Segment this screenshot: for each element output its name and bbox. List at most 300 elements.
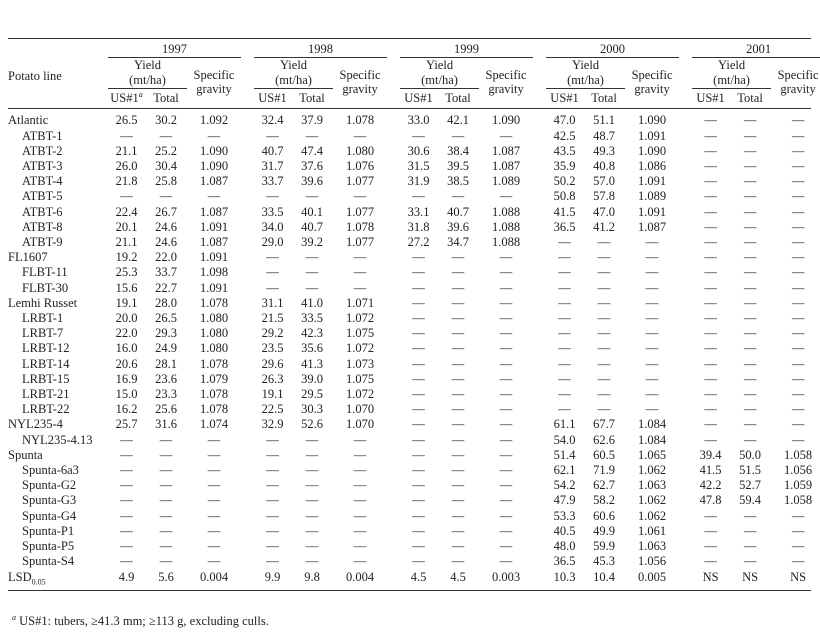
data-cell: —: [499, 523, 513, 538]
data-cell: 39.5: [447, 159, 469, 174]
data-cell: 19.1: [261, 387, 284, 402]
specific-gravity-header: [187, 58, 241, 107]
data-cell: 1.078: [345, 219, 375, 234]
data-cell: 1.091: [199, 250, 229, 265]
data-cell: 1.090: [637, 113, 667, 128]
data-cell: —: [743, 371, 757, 386]
data-cell: —: [558, 356, 571, 371]
table-row: [8, 387, 820, 402]
data-cell: —: [704, 204, 717, 219]
table-row: [8, 402, 820, 417]
data-cell: —: [412, 250, 425, 265]
data-cell: —: [597, 311, 611, 326]
data-cell: —: [704, 432, 717, 447]
data-cell: 47.8: [699, 493, 722, 508]
data-cell: 1.059: [784, 478, 813, 493]
data-cell: —: [305, 128, 319, 143]
data-cell: 60.6: [593, 508, 615, 523]
data-cell: —: [597, 295, 611, 310]
table-row: [8, 129, 820, 144]
data-cell: 1.061: [637, 523, 667, 538]
data-cell: —: [704, 311, 717, 326]
data-cell: 20.0: [115, 311, 138, 326]
table-row: [8, 144, 820, 159]
potato-line-name: ATBT-6: [22, 204, 63, 219]
data-cell: —: [743, 326, 757, 341]
data-cell: 59.9: [593, 539, 615, 554]
data-cell: 1.078: [199, 402, 229, 417]
data-cell: —: [499, 280, 513, 295]
data-cell: —: [207, 189, 221, 204]
data-cell: 36.5: [553, 554, 576, 569]
data-cell: 62.1: [553, 463, 576, 478]
us1-header-text: US#1: [696, 91, 725, 106]
lsd-label-sub: 0.05: [31, 577, 46, 586]
data-cell: 21.1: [115, 143, 138, 158]
potato-line-name: ATBT-9: [22, 235, 63, 250]
data-cell: 57.8: [593, 189, 615, 204]
data-cell: 31.5: [407, 159, 430, 174]
data-cell: —: [266, 265, 279, 280]
data-cell: —: [791, 219, 805, 234]
lsd-cell: 0.004: [345, 569, 375, 584]
data-cell: 41.5: [699, 463, 722, 478]
data-cell: 25.2: [155, 143, 177, 158]
data-cell: 1.075: [345, 326, 375, 341]
data-cell: —: [597, 356, 611, 371]
data-cell: —: [743, 174, 757, 189]
lsd-cell: 9.8: [304, 569, 320, 584]
data-cell: —: [743, 128, 757, 143]
data-cell: 33.5: [301, 311, 323, 326]
data-cell: —: [305, 554, 319, 569]
lsd-cell: 10.3: [553, 569, 576, 584]
table-row: [8, 326, 820, 341]
data-cell: —: [159, 493, 173, 508]
table-row: [8, 493, 820, 508]
data-cell: 1.087: [199, 174, 229, 189]
data-cell: —: [451, 508, 465, 523]
data-cell: —: [412, 402, 425, 417]
data-cell: —: [305, 463, 319, 478]
data-cell: —: [451, 493, 465, 508]
data-cell: —: [499, 447, 513, 462]
data-cell: —: [558, 311, 571, 326]
potato-line-name: ATBT-2: [22, 143, 63, 158]
data-cell: —: [120, 128, 133, 143]
us1-header-text: US#1: [258, 91, 287, 106]
data-cell: —: [499, 341, 513, 356]
lsd-label-text: LSD: [8, 569, 32, 584]
data-cell: 50.8: [553, 189, 576, 204]
data-cell: —: [266, 493, 279, 508]
data-cell: —: [499, 402, 513, 417]
table-row: [8, 189, 820, 204]
data-cell: —: [791, 387, 805, 402]
data-cell: 51.5: [739, 463, 761, 478]
us1-header-text: US#1: [404, 91, 433, 106]
data-cell: 16.9: [115, 371, 138, 386]
data-cell: 1.080: [199, 341, 229, 356]
data-cell: 33.1: [407, 204, 430, 219]
data-cell: 35.9: [553, 159, 576, 174]
data-cell: —: [645, 311, 659, 326]
data-cell: 24.9: [155, 341, 177, 356]
data-cell: —: [704, 523, 717, 538]
data-cell: —: [704, 371, 717, 386]
data-cell: —: [207, 554, 221, 569]
data-cell: 62.6: [593, 432, 615, 447]
yield-header-line2: (mt/ha): [713, 73, 750, 88]
data-cell: —: [266, 508, 279, 523]
data-cell: —: [305, 508, 319, 523]
data-cell: 20.6: [115, 356, 138, 371]
data-cell: —: [266, 554, 279, 569]
data-cell: 1.063: [637, 539, 667, 554]
data-cell: —: [159, 432, 173, 447]
data-cell: 42.5: [553, 128, 576, 143]
data-cell: 1.072: [345, 387, 375, 402]
data-cell: 1.072: [345, 341, 375, 356]
data-cell: 31.7: [261, 159, 284, 174]
data-cell: —: [704, 159, 717, 174]
data-cell: —: [451, 128, 465, 143]
data-cell: 23.3: [155, 387, 177, 402]
data-cell: —: [704, 128, 717, 143]
table-row: [8, 357, 820, 372]
data-cell: —: [207, 447, 221, 462]
data-cell: —: [499, 463, 513, 478]
lsd-cell: 4.5: [450, 569, 466, 584]
data-cell: —: [451, 341, 465, 356]
potato-line-name: LRBT-1: [22, 311, 64, 326]
sg-header-line1: Specific: [193, 68, 235, 83]
data-cell: —: [353, 432, 367, 447]
potato-line-name: ATBT-1: [22, 128, 63, 143]
data-cell: —: [120, 463, 133, 478]
data-cell: —: [207, 128, 221, 143]
data-cell: 23.6: [155, 371, 177, 386]
data-cell: 49.9: [593, 523, 615, 538]
data-cell: —: [412, 432, 425, 447]
lsd-cell: NS: [742, 569, 759, 584]
data-cell: —: [597, 371, 611, 386]
data-cell: —: [743, 402, 757, 417]
data-cell: 33.5: [261, 204, 284, 219]
data-cell: 40.7: [301, 219, 323, 234]
data-cell: 38.5: [447, 174, 469, 189]
table-row: [8, 205, 820, 220]
potato-line-name: LRBT-21: [22, 387, 70, 402]
data-cell: 53.3: [553, 508, 576, 523]
data-cell: 39.2: [301, 235, 323, 250]
data-cell: —: [645, 371, 659, 386]
table-row: [8, 265, 820, 280]
data-cell: 61.1: [553, 417, 576, 432]
data-cell: —: [645, 341, 659, 356]
data-cell: —: [353, 265, 367, 280]
data-cell: 41.5: [553, 204, 576, 219]
data-cell: —: [597, 387, 611, 402]
total-header: Total: [153, 91, 179, 106]
data-cell: —: [207, 463, 221, 478]
data-cell: 51.1: [593, 113, 615, 128]
data-cell: 1.091: [637, 128, 667, 143]
data-cell: —: [412, 189, 425, 204]
data-cell: —: [597, 402, 611, 417]
sg-header-line1: Specific: [339, 68, 381, 83]
data-cell: —: [791, 371, 805, 386]
data-cell: 1.073: [345, 356, 375, 371]
specific-gravity-header: [333, 58, 387, 107]
data-cell: 1.086: [637, 159, 667, 174]
data-cell: —: [597, 326, 611, 341]
us1-header: [400, 89, 437, 107]
data-cell: —: [704, 387, 717, 402]
header-rule: [8, 108, 811, 109]
data-cell: 1.091: [199, 219, 229, 234]
data-cell: —: [499, 265, 513, 280]
data-cell: 1.087: [637, 219, 667, 234]
data-cell: 1.090: [199, 159, 229, 174]
data-cell: 1.092: [199, 113, 229, 128]
data-cell: —: [597, 265, 611, 280]
data-cell: 47.0: [593, 204, 615, 219]
data-cell: —: [412, 341, 425, 356]
table-row: [8, 250, 820, 265]
year-header: 1998: [254, 40, 387, 58]
data-cell: —: [704, 250, 717, 265]
data-cell: —: [451, 463, 465, 478]
table-row: [8, 106, 820, 128]
data-cell: —: [353, 280, 367, 295]
data-cell: —: [704, 143, 717, 158]
data-cell: —: [743, 250, 757, 265]
total-header: Total: [591, 91, 617, 106]
data-cell: —: [266, 280, 279, 295]
potato-line-name: Spunta: [8, 447, 43, 462]
data-cell: —: [353, 447, 367, 462]
data-cell: —: [791, 265, 805, 280]
data-cell: —: [645, 402, 659, 417]
data-cell: —: [743, 189, 757, 204]
data-cell: —: [704, 265, 717, 280]
data-cell: 37.9: [301, 113, 323, 128]
data-cell: —: [791, 341, 805, 356]
data-cell: 1.078: [199, 387, 229, 402]
data-cell: 22.5: [261, 402, 284, 417]
data-cell: —: [597, 250, 611, 265]
table-row: [8, 417, 820, 432]
sg-header-line2: gravity: [634, 82, 670, 97]
yield-header: [692, 58, 771, 89]
data-cell: —: [704, 189, 717, 204]
data-cell: —: [353, 493, 367, 508]
data-cell: —: [499, 417, 513, 432]
data-cell: —: [266, 128, 279, 143]
potato-line-name: NYL235-4.13: [22, 432, 93, 447]
data-cell: —: [499, 128, 513, 143]
data-cell: —: [451, 250, 465, 265]
data-cell: —: [499, 539, 513, 554]
table-row: [8, 539, 820, 554]
data-cell: —: [645, 250, 659, 265]
data-cell: —: [353, 554, 367, 569]
data-cell: 32.9: [261, 417, 284, 432]
data-cell: —: [159, 189, 173, 204]
data-cell: 1.076: [345, 159, 375, 174]
data-cell: 39.6: [447, 219, 469, 234]
data-cell: —: [743, 159, 757, 174]
data-cell: 1.062: [637, 463, 667, 478]
data-cell: —: [305, 447, 319, 462]
data-cell: —: [791, 174, 805, 189]
potato-line-name: FLBT-11: [22, 265, 68, 280]
us1-footnote-marker: a: [138, 90, 143, 100]
table-row: [8, 174, 820, 189]
data-cell: 1.080: [199, 311, 229, 326]
data-cell: —: [704, 113, 717, 128]
data-cell: 1.056: [784, 463, 813, 478]
data-cell: —: [159, 508, 173, 523]
data-cell: 39.4: [699, 447, 722, 462]
table-row: [8, 448, 820, 463]
data-cell: —: [499, 295, 513, 310]
data-cell: —: [412, 326, 425, 341]
data-cell: 1.077: [345, 235, 375, 250]
table-row: [8, 311, 820, 326]
data-cell: —: [558, 326, 571, 341]
data-cell: 1.078: [199, 356, 229, 371]
potato-line-name: Spunta-P5: [22, 539, 75, 554]
data-cell: 1.087: [199, 204, 229, 219]
data-cell: 1.075: [345, 371, 375, 386]
data-cell: 1.058: [784, 493, 813, 508]
lsd-row: [8, 570, 820, 589]
data-cell: —: [120, 508, 133, 523]
potato-line-name: Lemhi Russet: [8, 295, 78, 310]
data-cell: 33.0: [407, 113, 430, 128]
data-cell: —: [791, 523, 805, 538]
data-cell: —: [451, 417, 465, 432]
data-cell: —: [120, 189, 133, 204]
data-cell: 34.7: [447, 235, 469, 250]
footnote-text: US#1: tubers, ≥41.3 mm; ≥113 g, excluding culls.: [16, 614, 269, 628]
data-cell: 47.4: [301, 143, 323, 158]
data-cell: —: [120, 432, 133, 447]
potato-line-name: FL1607: [8, 250, 48, 265]
data-cell: 32.4: [261, 113, 284, 128]
data-cell: —: [791, 402, 805, 417]
data-cell: —: [353, 250, 367, 265]
data-cell: 22.4: [115, 204, 138, 219]
yield-header-line1: Yield: [279, 58, 308, 72]
data-cell: 1.089: [491, 174, 521, 189]
data-cell: 36.5: [553, 219, 576, 234]
data-cell: 1.087: [199, 235, 229, 250]
data-cell: 1.091: [637, 174, 667, 189]
data-cell: —: [558, 402, 571, 417]
data-cell: 1.056: [637, 554, 667, 569]
data-cell: —: [207, 478, 221, 493]
data-cell: —: [120, 539, 133, 554]
data-cell: —: [207, 523, 221, 538]
potato-line-name: Spunta-P1: [22, 523, 75, 538]
data-cell: 42.3: [301, 326, 323, 341]
potato-line-name: ATBT-3: [22, 159, 63, 174]
potato-line-name: LRBT-22: [22, 402, 70, 417]
data-cell: 33.7: [155, 265, 177, 280]
data-cell: —: [412, 417, 425, 432]
data-cell: —: [451, 402, 465, 417]
data-cell: —: [207, 508, 221, 523]
data-cell: —: [645, 295, 659, 310]
data-cell: —: [159, 539, 173, 554]
data-cell: —: [743, 143, 757, 158]
data-cell: 42.1: [447, 113, 469, 128]
data-cell: —: [412, 463, 425, 478]
data-cell: —: [499, 250, 513, 265]
data-cell: —: [451, 539, 465, 554]
lsd-cell: 0.003: [491, 569, 521, 584]
data-cell: 22.7: [155, 280, 177, 295]
data-cell: —: [743, 539, 757, 554]
lsd-cell: 0.005: [637, 569, 667, 584]
data-cell: 37.6: [301, 159, 323, 174]
potato-line-name: Spunta-G3: [22, 493, 77, 508]
data-cell: 1.087: [491, 143, 521, 158]
data-cell: —: [305, 265, 319, 280]
data-cell: —: [120, 447, 133, 462]
data-cell: 31.9: [407, 174, 430, 189]
data-cell: 24.6: [155, 235, 177, 250]
data-cell: —: [791, 554, 805, 569]
lsd-label: [8, 570, 108, 589]
potato-line-name: Spunta-6a3: [22, 463, 79, 478]
data-cell: —: [597, 235, 611, 250]
data-cell: —: [704, 219, 717, 234]
data-cell: 20.1: [115, 219, 138, 234]
data-cell: 1.078: [199, 295, 229, 310]
data-cell: —: [791, 250, 805, 265]
potato-line-name: NYL235-4: [8, 417, 63, 432]
data-cell: —: [159, 447, 173, 462]
data-cell: 29.0: [261, 235, 284, 250]
data-cell: —: [451, 189, 465, 204]
data-cell: 1.090: [199, 143, 229, 158]
data-cell: —: [791, 417, 805, 432]
potato-line-name: FLBT-30: [22, 280, 69, 295]
us1-header: [108, 89, 145, 107]
us1-header-text: US#1: [110, 91, 139, 106]
data-cell: 52.6: [301, 417, 323, 432]
lsd-cell: 0.004: [199, 569, 229, 584]
data-cell: —: [266, 447, 279, 462]
data-cell: —: [451, 554, 465, 569]
yield-header: [254, 58, 333, 89]
data-cell: —: [558, 265, 571, 280]
data-cell: 30.4: [155, 159, 177, 174]
year-header: 1999: [400, 40, 533, 58]
data-cell: —: [743, 417, 757, 432]
data-cell: 1.090: [491, 113, 521, 128]
data-cell: —: [159, 463, 173, 478]
table-row: [8, 159, 820, 174]
data-cell: 26.3: [261, 371, 284, 386]
data-cell: —: [412, 265, 425, 280]
data-cell: —: [266, 189, 279, 204]
table-row: [8, 478, 820, 493]
